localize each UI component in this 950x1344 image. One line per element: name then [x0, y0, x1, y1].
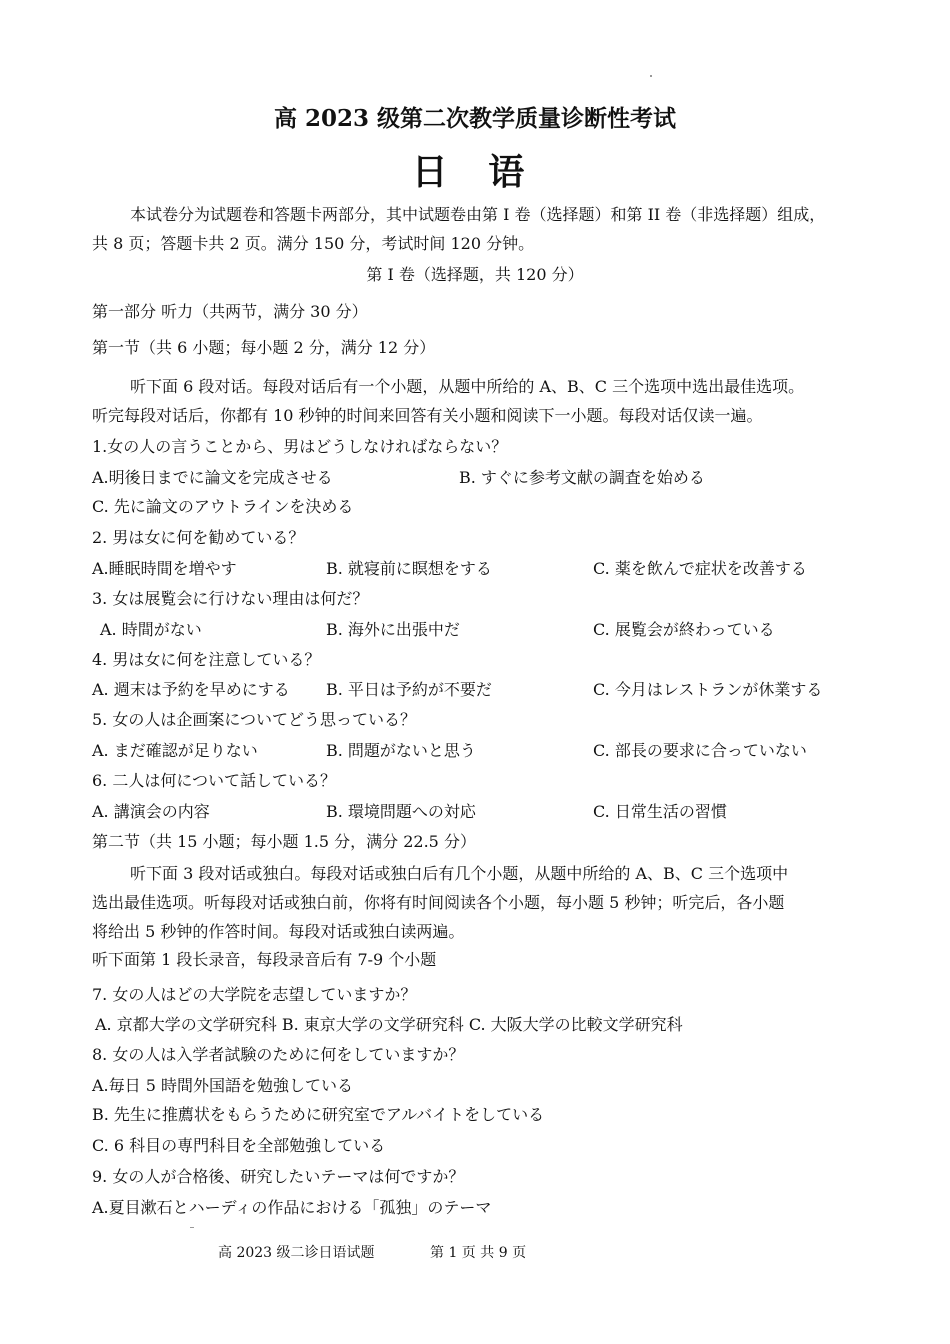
q1-option-a: A.明後日までに論文を完成させる — [92, 468, 333, 487]
q4-option-c: C. 今月はレストランが休業する — [593, 680, 823, 699]
q3-option-b: B. 海外に出張中だ — [326, 620, 460, 639]
question-3: 3. 女は展覧会に行けない理由は何だ？ — [92, 589, 369, 608]
q2-option-c: C. 薬を飲んで症状を改善する — [593, 559, 807, 578]
question-7: 7. 女の人はどの大学院を志望していますか？ — [92, 985, 417, 1004]
q5-option-c: C. 部長の要求に合っていない — [593, 741, 807, 760]
section2-instruction-1: 听下面 3 段对话或独白。每段对话或独白后有几个小题，从题中所给的 A、B、C 三个选项中 — [130, 864, 789, 883]
q6-option-b: B. 環境問題への対応 — [326, 802, 476, 821]
question-6: 6. 二人は何について話している？ — [92, 771, 337, 790]
q9-option-a: A.夏目漱石とハーディの作品における「孤独」のテーマ — [92, 1198, 492, 1217]
q4-option-b: B. 平日は予約が不要だ — [326, 680, 492, 699]
part-heading: 第一部分 听力（共两节，满分 30 分） — [92, 302, 368, 321]
scan-dot — [650, 75, 652, 77]
section2-instruction-4: 听下面第 1 段长录音，每段录音后有 7-9 个小题 — [92, 950, 437, 969]
q6-option-a: A. 講演会の内容 — [92, 802, 210, 821]
question-9: 9. 女の人が合格後、研究したいテーマは何ですか？ — [92, 1167, 465, 1186]
q8-option-b: B. 先生に推薦状をもらうために研究室でアルバイトをしている — [92, 1105, 545, 1124]
question-8: 8. 女の人は入学者試験のために何をしていますか？ — [92, 1045, 465, 1064]
question-1: 1.女の人の言うことから、男はどうしなければならない？ — [92, 437, 508, 456]
q1-option-c: C. 先に論文のアウトラインを決める — [92, 497, 354, 516]
subject-title: 日 语 — [411, 151, 539, 193]
question-4: 4. 男は女に何を注意している？ — [92, 650, 321, 669]
scan-mark — [190, 1227, 194, 1228]
footer-page-number: 第 1 页 共 9 页 — [430, 1245, 527, 1261]
section2-instruction-3: 将给出 5 秒钟的作答时间。每段对话或独白读两遍。 — [92, 922, 465, 941]
question-5: 5. 女の人は企画案についてどう思っている？ — [92, 710, 417, 729]
section2-heading: 第二节（共 15 小题；每小题 1.5 分，满分 22.5 分） — [92, 832, 476, 851]
section2-instruction-2: 选出最佳选项。听每段对话或独白前，你将有时间阅读各个小题，每小题 5 秒钟；听完后，各小题 — [92, 893, 785, 912]
q2-option-b: B. 就寝前に瞑想をする — [326, 559, 492, 578]
intro-line-1: 本试卷分为试题卷和答题卡两部分，其中试题卷由第 I 卷（选择题）和第 II 卷（非选择题）组成， — [130, 205, 826, 224]
section1-instruction-2: 听完每段对话后，你都有 10 秒钟的时间来回答有关小题和阅读下一小题。每段对话仅读一遍。 — [92, 406, 763, 425]
q7-options: A. 京都大学の文学研究科 B. 東京大学の文学研究科 C. 大阪大学の比較文学研究科 — [95, 1015, 683, 1034]
q1-option-b: B. すぐに参考文献の調査を始める — [459, 468, 705, 487]
section1-instruction-1: 听下面 6 段对话。每段对话后有一个小题，从题中所给的 A、B、C 三个选项中选出最佳选项。 — [130, 377, 805, 396]
q3-option-a: A. 時間がない — [100, 620, 202, 639]
volume-heading: 第 I 卷（选择题，共 120 分） — [366, 265, 584, 284]
section1-heading: 第一节（共 6 小题；每小题 2 分，满分 12 分） — [92, 338, 436, 357]
q5-option-a: A. まだ確認が足りない — [92, 741, 258, 760]
q3-option-c: C. 展覧会が終わっている — [593, 620, 775, 639]
intro-line-2: 共 8 页；答题卡共 2 页。满分 150 分，考试时间 120 分钟。 — [92, 234, 535, 253]
q5-option-b: B. 問題がないと思う — [326, 741, 476, 760]
question-2: 2. 男は女に何を勧めている？ — [92, 528, 305, 547]
q6-option-c: C. 日常生活の習慣 — [593, 802, 727, 821]
q4-option-a: A. 週末は予約を早めにする — [92, 680, 290, 699]
footer-exam-name: 高 2023 级二诊日语试题 — [218, 1245, 375, 1261]
q8-option-a: A.毎日 5 時間外国語を勉強している — [92, 1076, 353, 1095]
exam-title: 高 2023 级第二次教学质量诊断性考试 — [273, 105, 677, 132]
q2-option-a: A.睡眠時間を増やす — [92, 559, 237, 578]
q8-option-c: C. 6 科目の専門科目を全部勉強している — [92, 1136, 386, 1155]
